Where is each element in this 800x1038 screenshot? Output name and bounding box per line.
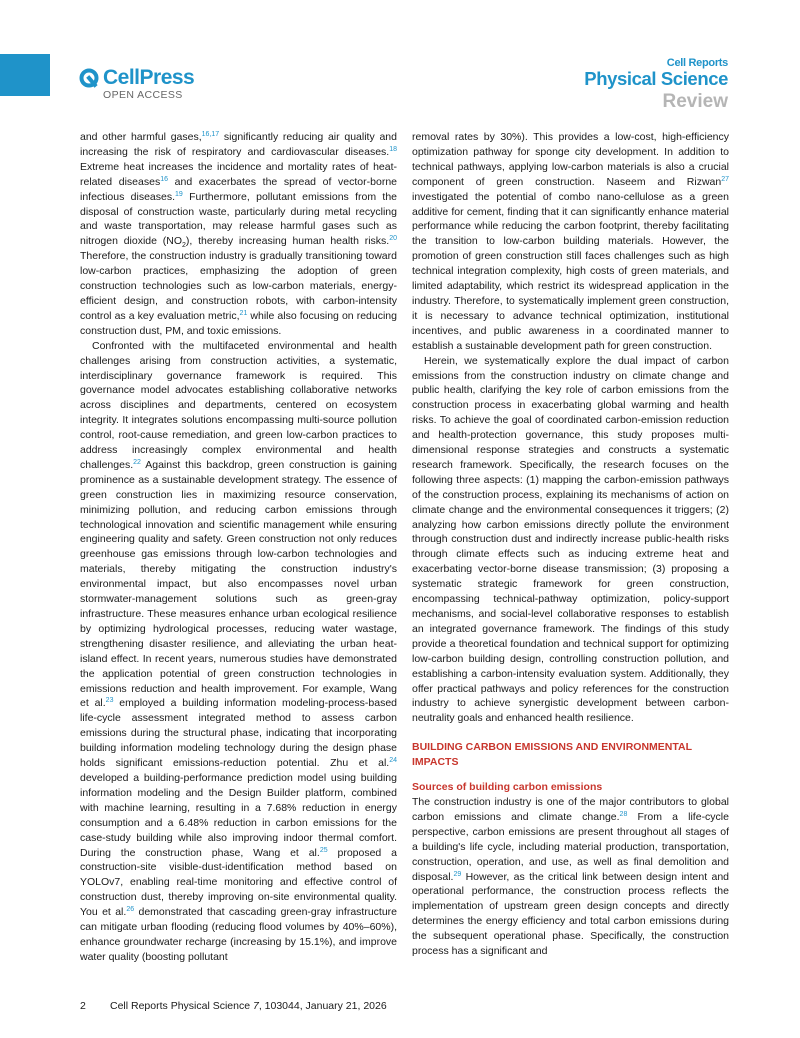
journal-title-line1: Cell Reports [666, 57, 728, 69]
citation-link[interactable]: 24 [389, 757, 397, 765]
text: The construction industry is one of the major contributors to global carbon emissions and climate change. [412, 795, 729, 823]
text: Furthermore, pollutant emissions from the disposal of construction waste, particularly during metal recycling and waste transportation, may release harmful gases such as nitrogen dioxide (NO [80, 190, 397, 248]
paragraph: Herein, we systematically explore the dual impact of carbon emissions from the construction industry on climate change and public health, clarifying the key role of carbon emissions from the construction process in exacerbating global warming and health risks. To achieve the goal of coordinated carbon-emission reduction and health-protection governance, this study proposes multi-dimensional response strategies and constructs a systematic research framework. Specifically, the research focuses on the following three aspects: (1) mapping the carbon-emission pathways of the construction process, explaining its mechanisms of action on climate change and the environmental consequences it triggers; (2) analyzing how carbon emissions directly pollute the environment through construction dust and indirectly increase public-health risks through climate effects such as inducing extreme heat and exacerbating vector-borne disease transmission; (3) proposing a systematic strategic framework for green construction, encompassing technical-pathway optimization, policy-support mechanisms, and social-level collaborative responses to establish an integrated governance framework. The findings of this study provide a theoretical foundation and technical support for optimizing low-carbon building design, controlling construction pollution, and establishing a carbon-intensity evaluation system. Additionally, they offer practical pathways and policy references for the construction industry to achieve synergistic development between carbon-neutrality goals and enhanced health resilience. [412, 354, 729, 725]
citation-link[interactable]: 20 [389, 235, 397, 243]
text: significantly reducing air quality and increasing the risk of respiratory and cardiovascular diseases. [80, 131, 397, 158]
citation-link[interactable]: 16 [160, 175, 168, 183]
cellpress-logo-icon [78, 67, 100, 89]
text: Extreme heat increases the incidence and mortality rates of heat-related diseases [80, 160, 397, 188]
paragraph [412, 130, 729, 354]
text: and other harmful gases, [80, 131, 202, 143]
citation-link[interactable]: 28 [619, 810, 628, 818]
citation-link[interactable]: 22 [133, 458, 141, 466]
left-column [80, 130, 397, 965]
text: demonstrated that cascading green-gray infrastructure can mitigate urban flooding (reducing flood volumes by 40%–60%), enhance groundwater recharge (increasing by 15.1%), and improve water quality (boosting pollutant [80, 906, 397, 963]
page-number: 2 [80, 1000, 86, 1012]
paragraph [80, 339, 397, 965]
footer-volume: 7 [252, 1000, 259, 1012]
brand-name: CellPress [103, 66, 195, 89]
section-heading: BUILDING CARBON EMISSIONS AND ENVIRONMENTAL IMPACTS [412, 741, 692, 769]
text: developed a building-performance prediction model using building information modeling and the Design Builder platform, combined with machine learning, resulting in a 7.68% reduction in energy consumption and a 6.48% reduction in carbon emissions for the case-study building while also improving indoor thermal comfort. During the construction phase, Wang et al. [80, 771, 397, 859]
open-access-label: OPEN ACCESS [103, 89, 183, 101]
text: Confronted with the multifaceted environmental and health challenges arising from construction activities, a systematic, interdisciplinary governance framework is required. This governance model advocates establishing collaborative networks across disciplines and departments, centered on ecosystem integrity. It integrates solutions encompassing multi-source pollution control, root-cause remediation, and green low-carbon practices to address increasingly complex environmental and health challenges. [80, 339, 397, 471]
journal-title-block [584, 57, 728, 113]
citation-link[interactable]: 29 [453, 870, 462, 878]
subscript: 2 [181, 242, 186, 250]
text: ), thereby increasing human health risks. [185, 235, 390, 248]
footer-article-info: , 103044, January 21, 2026 [258, 1000, 387, 1012]
citation-link[interactable]: 19 [175, 190, 183, 198]
text: employed a building information modeling-process-based life-cycle assessment integrated method to assess carbon emissions during the structural phase, indicating that incorporating building information modeling technology during the design phase holds significant emissions-reduction potential. Zhu et al. [80, 697, 398, 770]
subsection-heading: Sources of building carbon emissions [412, 781, 603, 794]
page-footer [80, 1000, 387, 1012]
citation-link[interactable]: 16,17 [201, 131, 220, 138]
text: while also focusing on reducing construction dust, PM, and toxic emissions. [80, 309, 397, 337]
citation-link[interactable]: 25 [319, 846, 328, 854]
text: Therefore, the construction industry is gradually transitioning toward low-carbon practices, emphasizing the adoption of green construction technologies such as low-carbon materials, energy-efficient design, and construction robots, with carbon-intensity control as a key evaluation metric, [80, 250, 397, 322]
footer-journal: Cell Reports Physical Science [110, 1000, 251, 1012]
text: proposed a construction-site visible-dust-identification method based on YOLOv7, enabling real-time monitoring and effective control of construction dust, thereby improving on-site environmental quality. You et al. [80, 846, 397, 919]
citation-link[interactable]: 26 [126, 906, 135, 914]
article-type: Review [662, 91, 728, 112]
citation-link[interactable]: 27 [721, 175, 729, 183]
paragraph [412, 795, 729, 959]
text: removal rates by 30%). This provides a low-cost, high-efficiency optimization pathway for sponge city development. In addition to technical pathways, applying low-carbon materials is also a crucial component of green construction. Naseem and Rizwan [412, 131, 729, 188]
journal-title-line2: Physical Science [584, 68, 728, 89]
citation-link[interactable]: 21 [239, 309, 248, 317]
text: Against this backdrop, green construction is gaining prominence as a sustainable development strategy. The essence of green construction lies in maximizing resource conservation, minimizing pollution, and reducing carbon emissions through technological innovation and scientific management while ensuring engineering quality and safety. Green construction not only reduces greenhouse gas emissions through low-carbon technologies and materials, thereby mitigating the construction industry's environmental impact, but also encompasses novel urban stormwater-management solutions such as green-gray infrastructure. These measures enhance urban ecological resilience by optimizing hydrological processes, reducing water wastage, strengthening disaster resilience, and alleviating the urban heat-island effect. In recent years, numerous studies have demonstrated the application potential of green construction technologies in emissions reduction and health improvement. For example, Wang et al. [80, 458, 397, 710]
text: However, as the critical link between design intent and operational performance, the construction process reflects the implementation of upstream green design concepts and directly determines the energy efficiency and total carbon emissions during the subsequent operational phase. Specifically, the construction process has a significant and [412, 870, 729, 958]
text: and exacerbates the spread of vector-borne infectious diseases. [80, 175, 397, 203]
right-column [412, 130, 729, 959]
citation-link[interactable]: 23 [105, 697, 114, 705]
text: investigated the potential of combo nano-cellulose as a green additive for cement, finding that it can significantly enhance material performance while reducing the carbon footprint, thereby facilitating the transition to low-carbon building materials. However, the promotion of green construction still faces challenges such as high technical integration complexity, high costs of green materials, and limited adaptability, which restrict its widespread application in the industry. Therefore, to systematically implement green construction, it is necessary to advance technical optimization, institutional incentives, and public awareness in a coordinated manner to establish a sustainable development path for green construction. [412, 190, 729, 352]
paragraph [80, 130, 397, 339]
citation-link[interactable]: 18 [389, 145, 397, 153]
page-edge-tab [0, 54, 50, 96]
text: From a life-cycle perspective, carbon emissions are present throughout all stages of a building's life cycle, including material production, transportation, construction, operation, and use, as well as final demolition and disposal. [412, 810, 729, 883]
